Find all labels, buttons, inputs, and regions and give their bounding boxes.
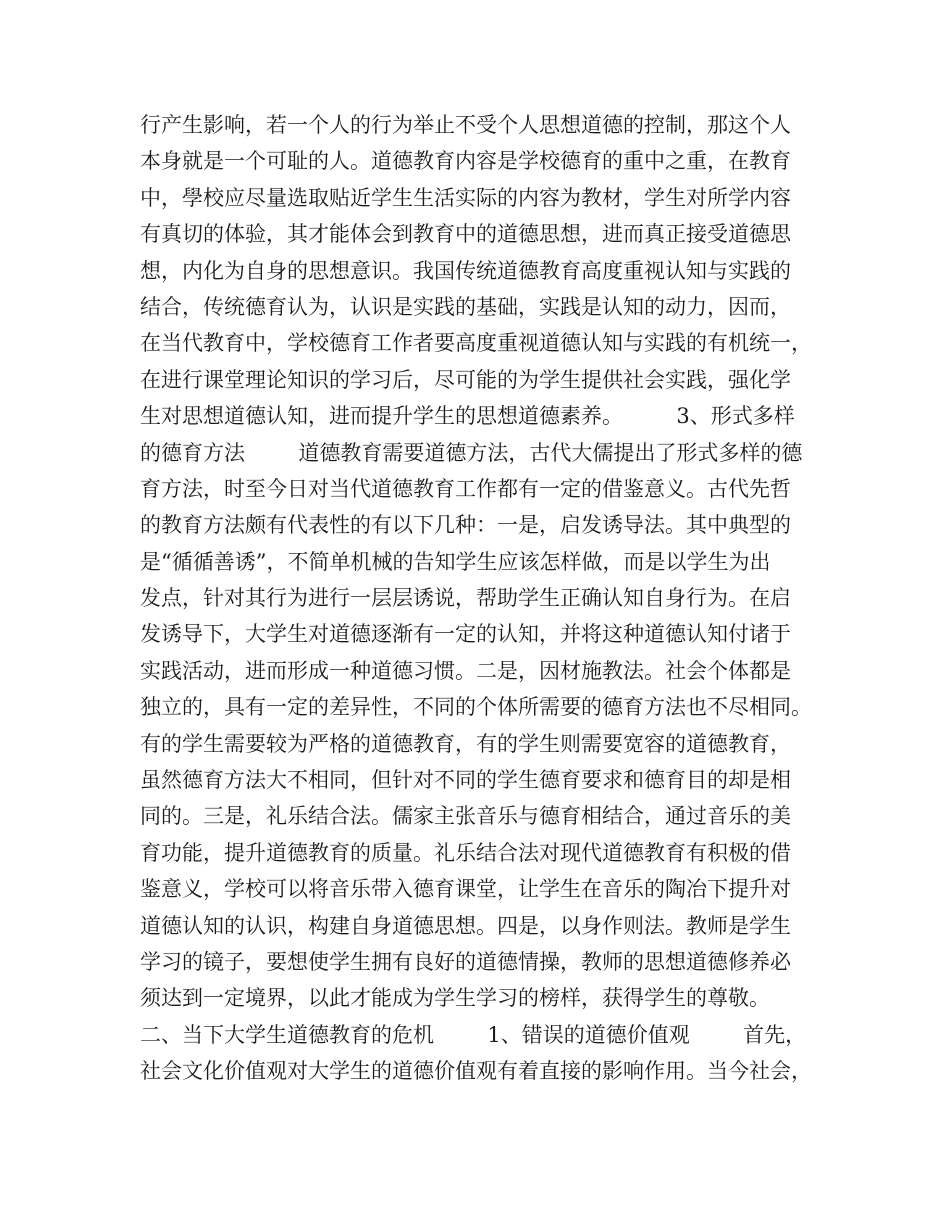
text-line: 有的学生需要较为严格的道德教育，有的学生则需要宽容的道德教育， [140, 731, 791, 756]
text-line: 二、当下大学生道德教育的危机 1、错误的道德价值观 首先， [140, 1022, 807, 1047]
text-line: 生对思想道德认知，进而提升学生的思想道德素养。 3、形式多样 [140, 404, 795, 429]
text-line: 想，内化为自身的思想意识。我国传统道德教育高度重视认知与实践的 [140, 258, 791, 283]
text-line: 在当代教育中，学校德育工作者要高度重视道德认知与实践的有机统一， [140, 331, 812, 356]
text-line: 同的。三是，礼乐结合法。儒家主张音乐与德育相结合，通过音乐的美 [140, 804, 791, 829]
text-line: 行产生影响，若一个人的行为举止不受个人思想道德的控制，那这个人 [140, 113, 791, 137]
text-line: 本身就是一个可耻的人。道德教育内容是学校德育的重中之重，在教育 [140, 149, 791, 174]
body-text [140, 107, 830, 1090]
text-line: 在进行课堂理论知识的学习后，尽可能的为学生提供社会实践，强化学 [140, 367, 791, 392]
text-line: 学习的镜子，要想使学生拥有良好的道德情操，教师的思想道德修养必 [140, 949, 791, 974]
text-line: 中，學校应尽量选取贴近学生生活实际的内容为教材，学生对所学内容 [140, 185, 791, 210]
text-line: 育方法，时至今日对当代道德教育工作都有一定的借鉴意义。古代先哲 [140, 476, 791, 501]
text-line: 有真切的体验，其才能体会到教育中的道德思想，进而真正接受道德思 [140, 222, 791, 247]
text-line: 实践活动，进而形成一种道德习惯。二是，因材施教法。社会个体都是 [140, 658, 791, 683]
text-line: 是“循循善诱”，不简单机械的告知学生应该怎样做，而是以学生为出 [140, 549, 771, 574]
text-line: 独立的，具有一定的差异性，不同的个体所需要的德育方法也不尽相同。 [140, 695, 812, 720]
text-line: 发诱导下，大学生对道德逐渐有一定的认知，并将这种道德认知付诸于 [140, 622, 791, 647]
text-line: 虽然德育方法大不相同，但针对不同的学生德育要求和德育目的却是相 [140, 768, 791, 793]
text-line: 社会文化价值观对大学生的道德价值观有着直接的影响作用。当今社会， [140, 1059, 812, 1084]
text-line: 的教育方法颇有代表性的有以下几种：一是，启发诱导法。其中典型的 [140, 513, 791, 538]
text-line: 鉴意义，学校可以将音乐带入德育课堂，让学生在音乐的陶冶下提升对 [140, 877, 791, 902]
text-line: 的德育方法 道德教育需要道德方法，古代大儒提出了形式多样的德 [140, 440, 803, 465]
text-line: 育功能，提升道德教育的质量。礼乐结合法对现代道德教育有积极的借 [140, 840, 791, 865]
text-line: 道德认知的认识，构建自身道德思想。四是，以身作则法。教师是学生 [140, 913, 791, 938]
text-line: 结合，传统德育认为，认识是实践的基础，实践是认知的动力，因而， [140, 294, 791, 319]
text-line: 须达到一定境界，以此才能成为学生学习的榜样，获得学生的尊敬。 [140, 986, 770, 1011]
text-line: 发点，针对其行为进行一层层诱说，帮助学生正确认知自身行为。在启 [140, 586, 791, 611]
